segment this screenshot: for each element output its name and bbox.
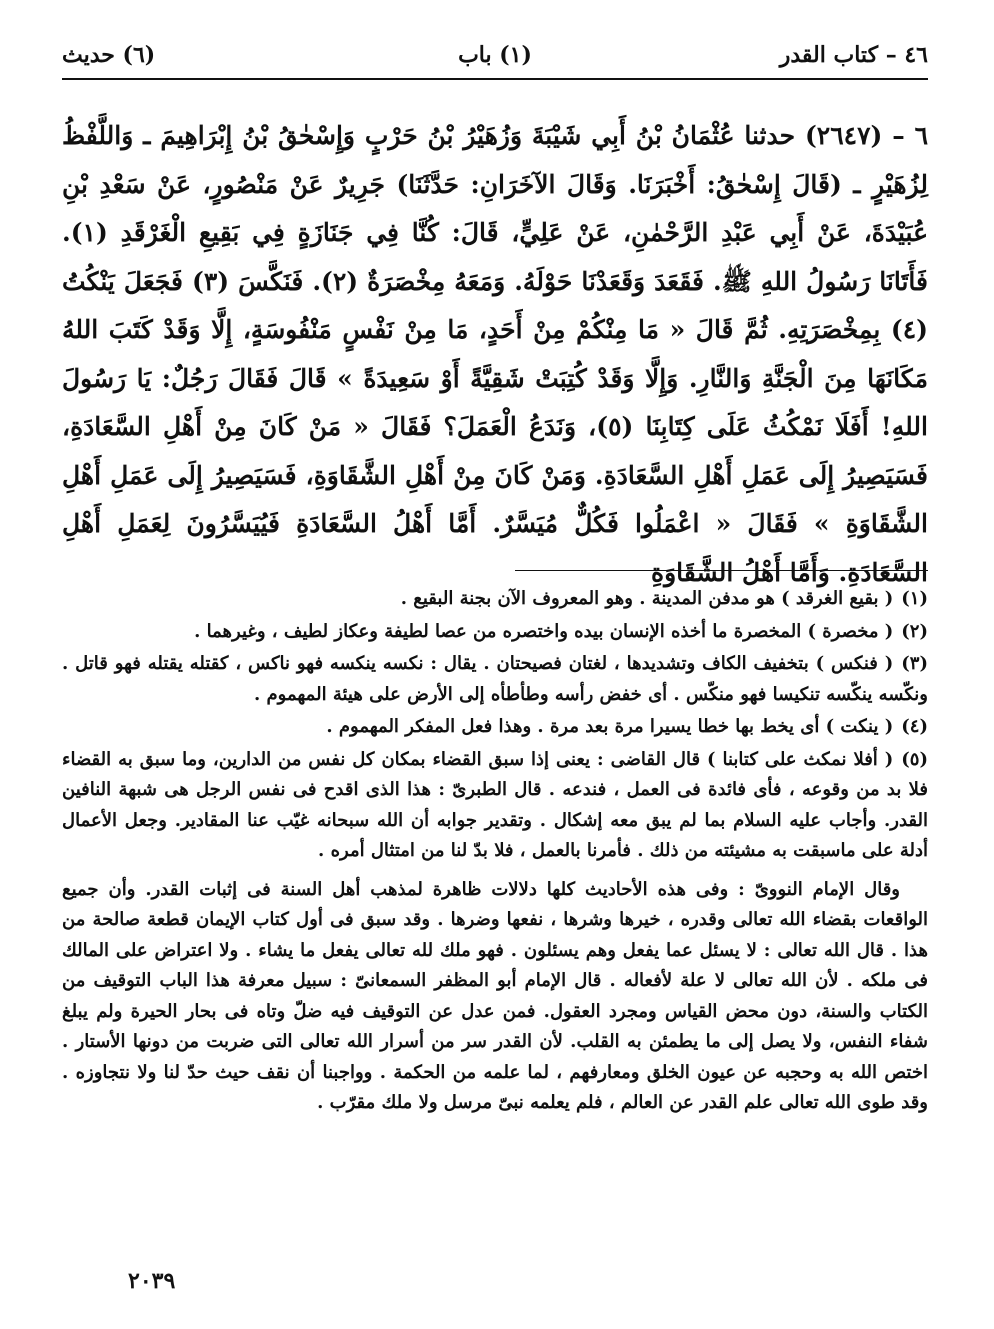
- commentary-paragraph: وقال الإمام النووىّ : وفى هذه الأحاديث كلها دلالات ظاهرة لمذهب أهل السنة فى إثبات القدر. وأن جميع الواقعات بقضاء الله تعالى وقدره ، خيرها وشرها ، نفعها وضرها . وقد سبق فى أول كتاب الإيمان قطعة صالحة من هذا . قال الله تعالى : لا يسئل عما يفعل وهم يسئلون . فهو ملك لله تعالى يفعل ما يشاء . ولا اعتراض على المالك فى ملكه . لأن الله تعالى لا علة لأفعاله . قال الإمام أبو المظفر السمعانىّ : سبيل معرفة هذا الباب التوقيف من الكتاب والسنة، دون محض القياس ومجرد العقول. فمن عدل عن التوقيف فيه ضلّ وتاه فى بحار الحيرة ولم يبلغ شفاء النفس، ولا يصل إلى ما يطمئن به القلب. لأن القدر سر من أسرار الله تعالى التى ضربت من دونها الأستار . اختص الله به وحجبه عن عيون الخلق ومعارفهم ، لما علمه من الحكمة . وواجبنا أن نقف حيث حدّ لنا ولا نتجاوزه . وقد طوى الله تعالى علم القدر عن العالم ، فلم يعلمه نبىّ مرسل ولا ملك مقرّب .: [62, 878, 928, 1113]
- footnote-number: (١): [901, 588, 928, 609]
- footnotes: [62, 584, 928, 1137]
- footnote-text: ( أفلا نمكث على كتابنا ) قال القاضى : يعنى إذا سبق القضاء بمكان كل نفس من الدارين، وما سبق به القضاء فلا بد من وقوعه ، فأى فائدة فى العمل ، فندعه . قال الطبرىّ : هذا الذى اقدح فى نفس الرجل هى شبهة النافين القدر. وأجاب عليه السلام بما لم يبق معه إشكال . وتقدير جوابه أن الله سبحانه غيّب عنا المقادير. وجعل الأعمال أدلة على ماسبقت به مشيئته من ذلك . فأمرنا بالعمل ، فلا بدّ لنا من امتثال أمره .: [62, 748, 928, 861]
- header-hadith-number: (٦) حديث: [62, 42, 156, 68]
- footnote-number: (٥): [901, 748, 928, 770]
- hadith-text: ٦ – (٢٦٤٧) حدثنا عُثْمَانُ بْنُ أَبِي شَيْبَةَ وَزُهَيْرُ بْنُ حَرْبٍ وَإِسْحٰقُ بْنُ إِبْرَاهِيمَ ـ وَاللَّفْظُ لِزُهَيْرٍ ـ (قَالَ إِسْحٰقُ: أَخْبَرَنَا. وَقَالَ الآخَرَانِ: حَدَّثَنَا) جَرِيرٌ عَنْ مَنْصُورٍ، عَنْ سَعْدِ بْنِ عُبَيْدَةَ، عَنْ أَبِي عَبْدِ الرَّحْمٰنِ، عَنْ عَلِيٍّ، قَالَ: كُنَّا فِي جَنَازَةٍ فِي بَقِيعِ الْغَرْقَدِ (١). فَأَتَانَا رَسُولُ اللهِ ﷺ. فَقَعَدَ وَقَعَدْنَا حَوْلَهُ. وَمَعَهُ مِخْصَرَةٌ (٢). فَنَكَّسَ (٣) فَجَعَلَ يَنْكُتُ (٤) بِمِخْصَرَتِهِ. ثُمَّ قَالَ « مَا مِنْكُمْ مِنْ أَحَدٍ، مَا مِنْ نَفْسٍ مَنْفُوسَةٍ، إِلَّا وَقَدْ كَتَبَ اللهُ مَكَانَهَا مِنَ الْجَنَّةِ وَالنَّارِ. وَإِلَّا وَقَدْ كُتِبَتْ شَقِيَّةً أَوْ سَعِيدَةً » قَالَ فَقَالَ رَجُلٌ: يَا رَسُولَ اللهِ! أَفَلَا نَمْكُثُ عَلَى كِتَابِنَا (٥)، وَنَدَعُ الْعَمَلَ؟ فَقَالَ « مَنْ كَانَ مِنْ أَهْلِ السَّعَادَةِ، فَسَيَصِيرُ إِلَى عَمَلِ أَهْلِ السَّعَادَةِ. وَمَنْ كَانَ مِنْ أَهْلِ الشَّقَاوَةِ، فَسَيَصِيرُ إِلَى عَمَلِ أَهْلِ الشَّقَاوَةِ » فَقَالَ « اعْمَلُوا فَكُلٌّ مُيَسَّرٌ. أَمَّا أَهْلُ السَّعَادَةِ فَيُيَسَّرُونَ لِعَمَلِ أَهْلِ السَّعَادَةِ. وَأَمَّا أَهْلُ الشَّقَاوَةِ: [62, 121, 928, 587]
- header-book-title: ٤٦ – كتاب القدر: [779, 42, 928, 68]
- footnote-text: ( بقيع الغرقد ) هو مدفن المدينة . وهو المعروف الآن بجنة البقيع .: [400, 588, 894, 609]
- footnote-3: [62, 649, 928, 710]
- footnote-1: [62, 584, 928, 615]
- footnote-text: ( فنكس ) بتخفيف الكاف وتشديدها ، لغتان فصيحتان . يقال : نكسه ينكسه فهو ناكس ، كقتله يقتله فهو قاتل . ونكّسه ينكّسه تنكيسا فهو منكّس . أى خفض رأسه وطأطأه إلى الأرض على هيئة المهموم .: [62, 653, 928, 705]
- footnote-4: [62, 712, 928, 743]
- header-divider: [62, 78, 928, 80]
- footnote-2: [62, 617, 928, 648]
- footnote-divider: [515, 570, 928, 571]
- footnote-5: [62, 745, 928, 867]
- header-chapter: (١) باب: [458, 42, 532, 68]
- footnote-text: ( ينكت ) أى يخط بها خطا يسيرا مرة بعد مرة . وهذا فعل المفكر المهموم .: [326, 716, 894, 737]
- footnote-text: ( مخصرة ) المخصرة ما أخذه الإنسان بيده واختصره من عصا لطيفة وعكاز لطيف ، وغيرهما .: [194, 620, 894, 642]
- page-number: ٢٠٣٩: [128, 1268, 176, 1294]
- footnote-number: (٤): [901, 716, 928, 737]
- footnote-number: (٣): [901, 653, 928, 674]
- footnote-number: (٢): [901, 620, 928, 642]
- running-header: [62, 40, 928, 76]
